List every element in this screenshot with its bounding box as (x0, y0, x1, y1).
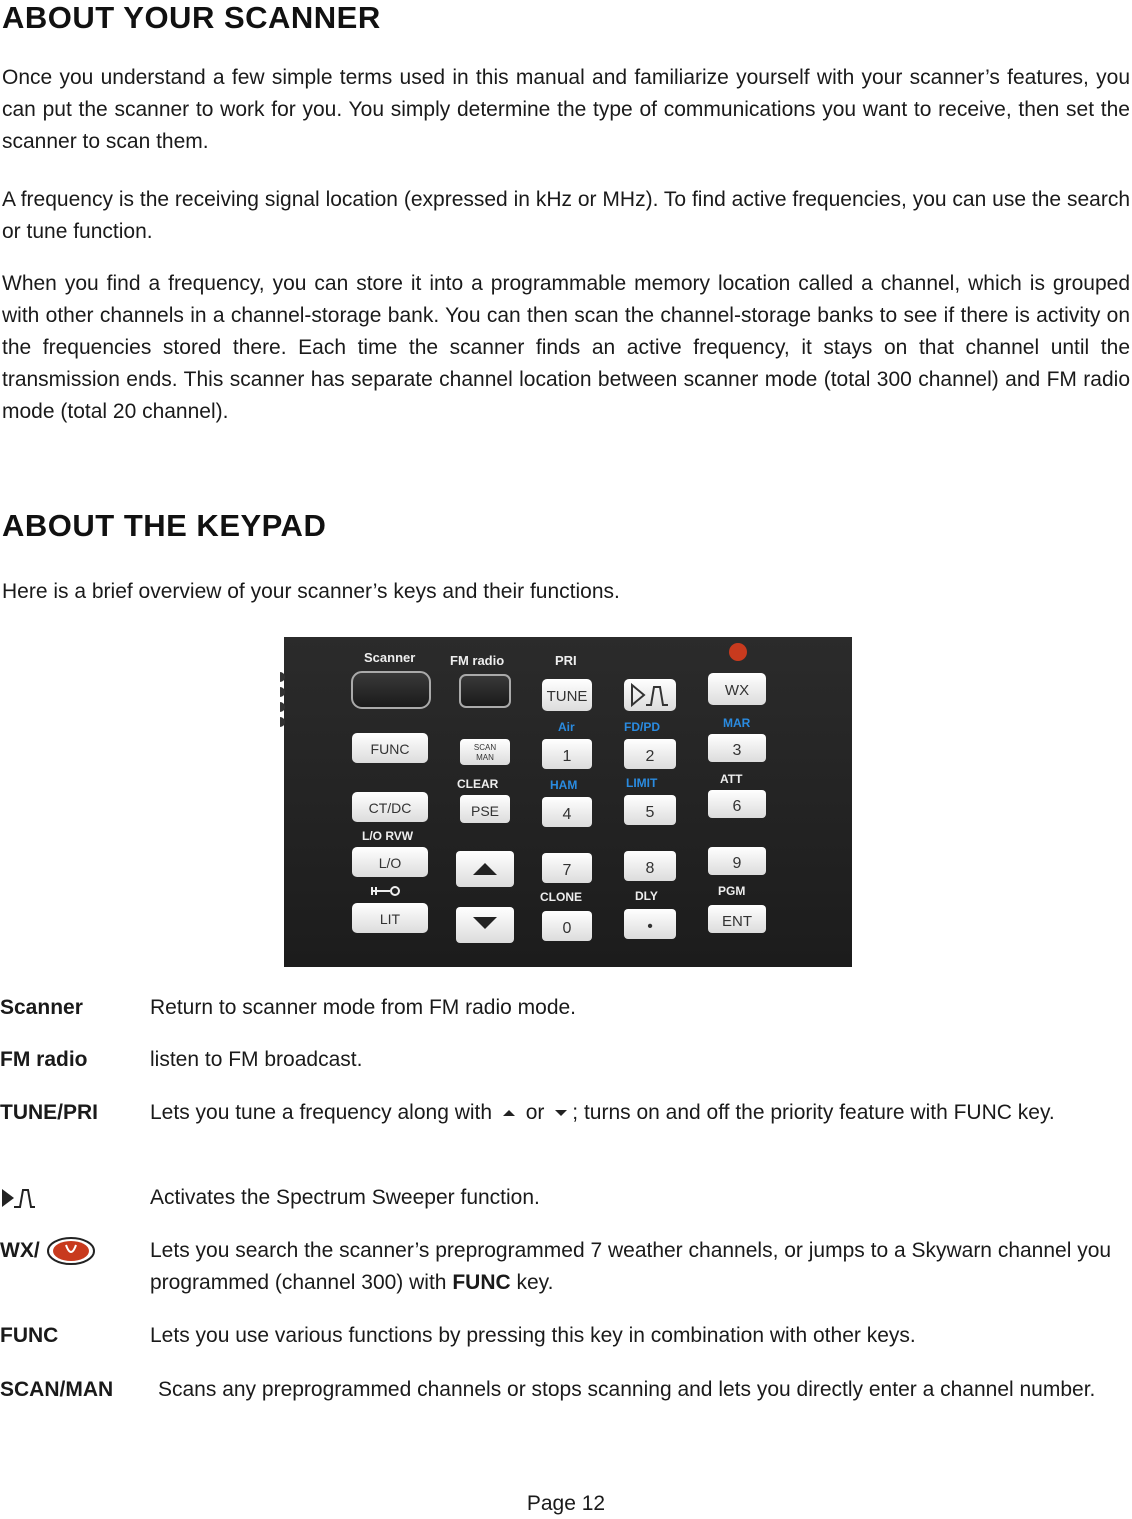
label-mar: MAR (723, 716, 751, 730)
label-scan: SCAN (473, 743, 497, 752)
label-att: ATT (720, 772, 743, 786)
spectrum-sweeper-icon (0, 1185, 36, 1211)
label-lo-rvw: L/O RVW (362, 829, 414, 843)
label-lit: LIT (379, 911, 401, 927)
fm-radio-key (460, 675, 510, 707)
skywarn-icon (729, 643, 747, 661)
label-0: 0 (562, 920, 572, 937)
section-heading-about-keypad: ABOUT THE KEYPAD (2, 508, 327, 543)
up-arrow-icon (498, 1106, 520, 1120)
label-limit: LIMIT (626, 776, 658, 790)
keypad-photo (280, 637, 852, 967)
desc-tune-pri-b: ; turns on and off the priority feature with FUNC key. (572, 1101, 1055, 1124)
term-fm-radio: FM radio (0, 1048, 88, 1071)
label-9: 9 (732, 855, 742, 872)
term-scan-man: SCAN/MAN (0, 1378, 114, 1401)
desc-wx-a: Lets you search the scanner’s preprogrammed 7 weather channels, or jumps to a Skywarn channel you programmed (channel 300) with (150, 1239, 1112, 1294)
label-ent: ENT (722, 913, 752, 930)
desc-tune-pri-or: or (525, 1101, 545, 1124)
desc-wx-b: key. (516, 1271, 554, 1294)
paragraph-channel: When you find a frequency, you can store it into a programmable memory location called a channel, which is grouped with other channels in a channel-storage bank. You can then scan the channel-storage banks to see if there is activity on the frequencies stored there. Each time the scanner finds an active frequency, it stays on that channel until the transmission ends. This scanner has separate channel location between scanner mode (total 300 channel) and FM radio mode (total 20 channel). (2, 272, 1130, 423)
label-6: 6 (732, 798, 742, 815)
label-air: Air (558, 720, 575, 734)
desc-tune-pri-a: Lets you tune a frequency along with (150, 1101, 493, 1124)
label-8: 8 (645, 860, 655, 877)
desc-scanner: Return to scanner mode from FM radio mode. (150, 996, 577, 1019)
label-func: FUNC (370, 741, 410, 757)
label-pri: PRI (555, 653, 577, 668)
label-7: 7 (562, 862, 572, 879)
paragraph-keypad-intro: Here is a brief overview of your scanner’s keys and their functions. (2, 580, 620, 603)
label-1: 1 (562, 748, 572, 765)
label-2: 2 (645, 748, 655, 765)
page-number: Page 12 (526, 1492, 606, 1515)
label-fm-radio: FM radio (450, 653, 505, 668)
term-wx (0, 1235, 96, 1267)
label-4: 4 (562, 806, 572, 823)
paragraph-frequency: A frequency is the receiving signal location (expressed in kHz or MHz). To find active frequencies, you can use the search or tune function. (2, 188, 1130, 243)
label-ctdc: CT/DC (368, 800, 412, 816)
label-dot: • (647, 918, 653, 935)
label-ham: HAM (550, 778, 578, 792)
term-func: FUNC (0, 1324, 59, 1347)
skywarn-icon (46, 1237, 96, 1265)
scanner-key (352, 672, 430, 708)
term-scanner: Scanner (0, 996, 83, 1019)
desc-wx-func: FUNC (452, 1271, 511, 1294)
paragraph-intro: Once you understand a few simple terms used in this manual and familiarize yourself with your scanner’s features, you can put the scanner to work for you. You simply determine the type of communications you want to receive, then set the scanner to scan them. (2, 66, 1130, 153)
desc-func: Lets you use various functions by pressing this key in combination with other keys. (150, 1324, 916, 1347)
section-heading-about-scanner: ABOUT YOUR SCANNER (2, 0, 381, 35)
label-clone: CLONE (540, 890, 582, 904)
label-dly: DLY (635, 889, 658, 903)
label-tune: TUNE (546, 688, 588, 705)
desc-wx (150, 1235, 1120, 1299)
label-scanner: Scanner (364, 650, 416, 665)
desc-scan-man: Scans any preprogrammed channels or stops scanning and lets you directly enter a channel number. (158, 1378, 1096, 1401)
desc-tune-pri (150, 1097, 1120, 1129)
term-spectrum-sweeper (0, 1182, 36, 1214)
desc-spectrum-sweeper: Activates the Spectrum Sweeper function. (150, 1186, 540, 1209)
down-arrow-icon (550, 1106, 572, 1120)
label-pgm: PGM (718, 884, 746, 898)
label-pse: PSE (470, 803, 500, 819)
label-lo: L/O (378, 855, 402, 871)
label-fdpd: FD/PD (624, 720, 660, 734)
term-tune-pri: TUNE/PRI (0, 1101, 99, 1124)
desc-fm-radio: listen to FM broadcast. (150, 1048, 363, 1071)
label-wx: WX (724, 682, 750, 699)
term-wx-text: WX/ (0, 1239, 40, 1262)
label-clear: CLEAR (457, 777, 499, 791)
label-3: 3 (732, 742, 742, 759)
label-man: MAN (476, 753, 494, 762)
label-5: 5 (645, 804, 655, 821)
